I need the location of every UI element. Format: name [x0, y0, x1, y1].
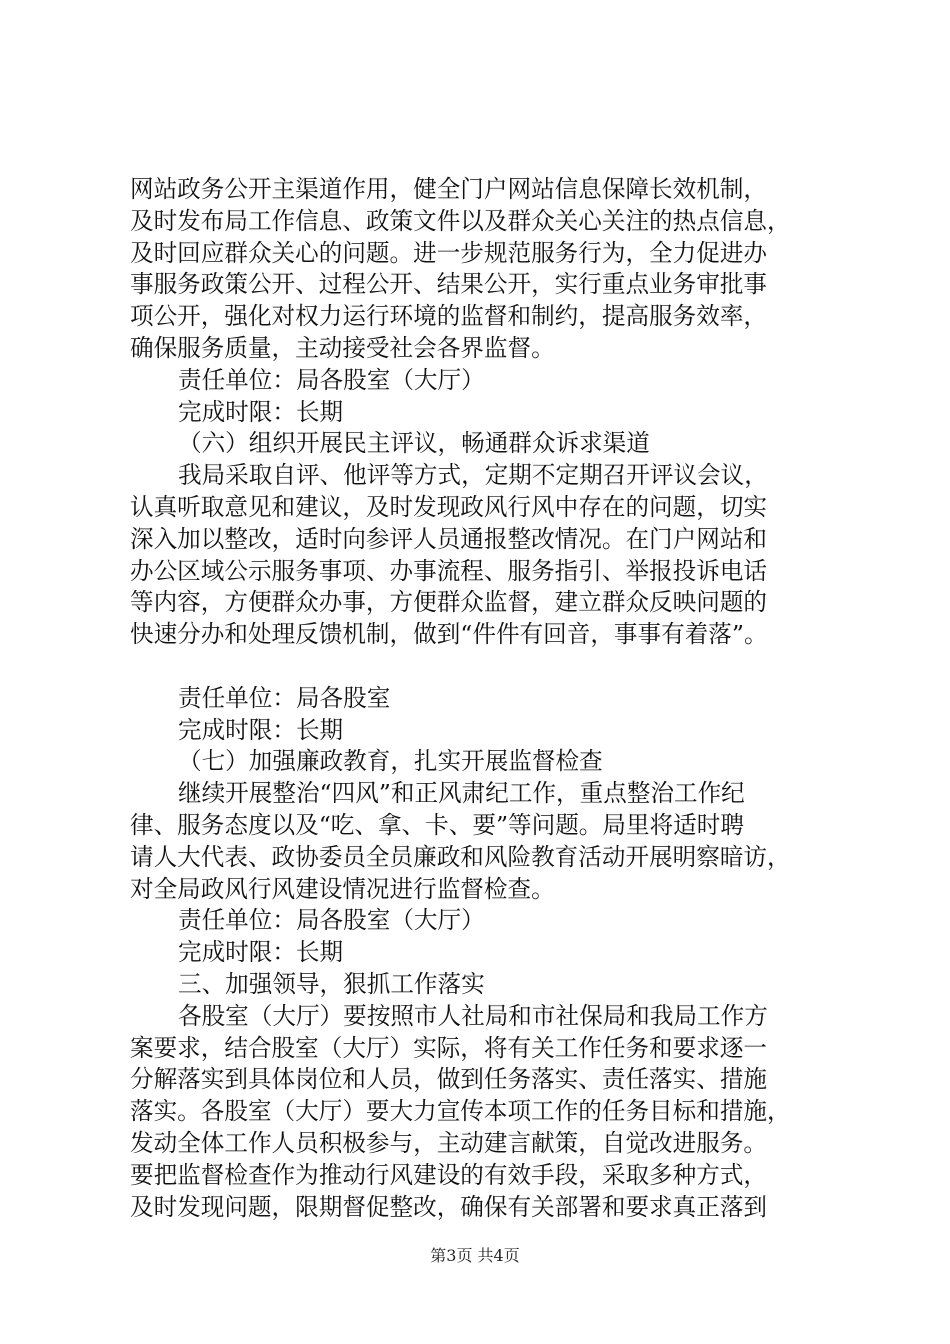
text-line: 及时发现问题，限期督促整改，确保有关部署和要求真正落到	[130, 1192, 768, 1221]
text-line: 完成时限：长期	[178, 715, 344, 744]
page-number-footer: 第3页 共4页	[430, 1246, 520, 1265]
text-line: 落实。各股室（大厅）要大力宣传本项工作的任务目标和措施，	[130, 1097, 791, 1126]
text-line: 发动全体工作人员积极参与，主动建言献策，自觉改进服务。	[130, 1128, 768, 1157]
text-line: 完成时限：长期	[178, 938, 344, 967]
text-line: 案要求，结合股室（大厅）实际，将有关工作任务和要求逐一	[130, 1033, 768, 1062]
text-line: 责任单位：局各股室（大厅）	[178, 365, 485, 394]
text-line: 办公区域公示服务事项、办事流程、服务指引、举报投诉电话	[130, 556, 768, 585]
text-line: 等内容，方便群众办事，方便群众监督，建立群众反映问题的	[130, 588, 768, 617]
text-line: 网站政务公开主渠道作用，健全门户网站信息保障长效机制，	[130, 175, 768, 203]
text-line: 确保服务质量，主动接受社会各界监督。	[130, 333, 555, 362]
text-line: 及时回应群众关心的问题。进一步规范服务行为，全力促进办	[130, 238, 768, 267]
text-line: 我局采取自评、他评等方式，定期不定期召开评议会议，	[178, 461, 768, 490]
document-body	[130, 174, 850, 1223]
text-line: 及时发布局工作信息、政策文件以及群众关心关注的热点信息，	[130, 206, 791, 235]
text-line: 责任单位：局各股室（大厅）	[178, 906, 485, 935]
text-line: 项公开，强化对权力运行环境的监督和制约，提高服务效率，	[130, 302, 768, 331]
text-line: （七）加强廉政教育，扎实开展监督检查	[178, 747, 603, 776]
text-line: 快速分办和处理反馈机制，做到“件件有回音，事事有着落”。	[130, 620, 768, 649]
text-line: 认真听取意见和建议，及时发现政风行风中存在的问题，切实	[130, 492, 768, 521]
blank-line	[130, 651, 850, 683]
text-line: 对全局政风行风建设情况进行监督检查。	[130, 874, 555, 903]
text-line: 完成时限：长期	[178, 397, 344, 426]
text-line: 继续开展整治“四风”和正风肃纪工作，重点整治工作纪	[178, 779, 745, 808]
text-line: 律、服务态度以及“吃、拿、卡、要”等问题。局里将适时聘	[130, 810, 744, 839]
text-line: 各股室（大厅）要按照市人社局和市社保局和我局工作方	[178, 1001, 768, 1030]
text-line: 责任单位：局各股室	[178, 683, 391, 712]
text-line: 三、加强领导，狠抓工作落实	[178, 969, 485, 998]
text-line: 请人大代表、政协委员全员廉政和风险教育活动开展明察暗访，	[130, 842, 791, 871]
text-line: 事服务政策公开、过程公开、结果公开，实行重点业务审批事	[130, 270, 768, 299]
text-line: 分解落实到具体岗位和人员，做到任务落实、责任落实、措施	[130, 1065, 768, 1094]
text-line: 要把监督检查作为推动行风建设的有效手段，采取多种方式，	[130, 1160, 768, 1189]
text-line: 深入加以整改，适时向参评人员通报整改情况。在门户网站和	[130, 524, 768, 553]
text-line: （六）组织开展民主评议，畅通群众诉求渠道	[178, 429, 650, 458]
